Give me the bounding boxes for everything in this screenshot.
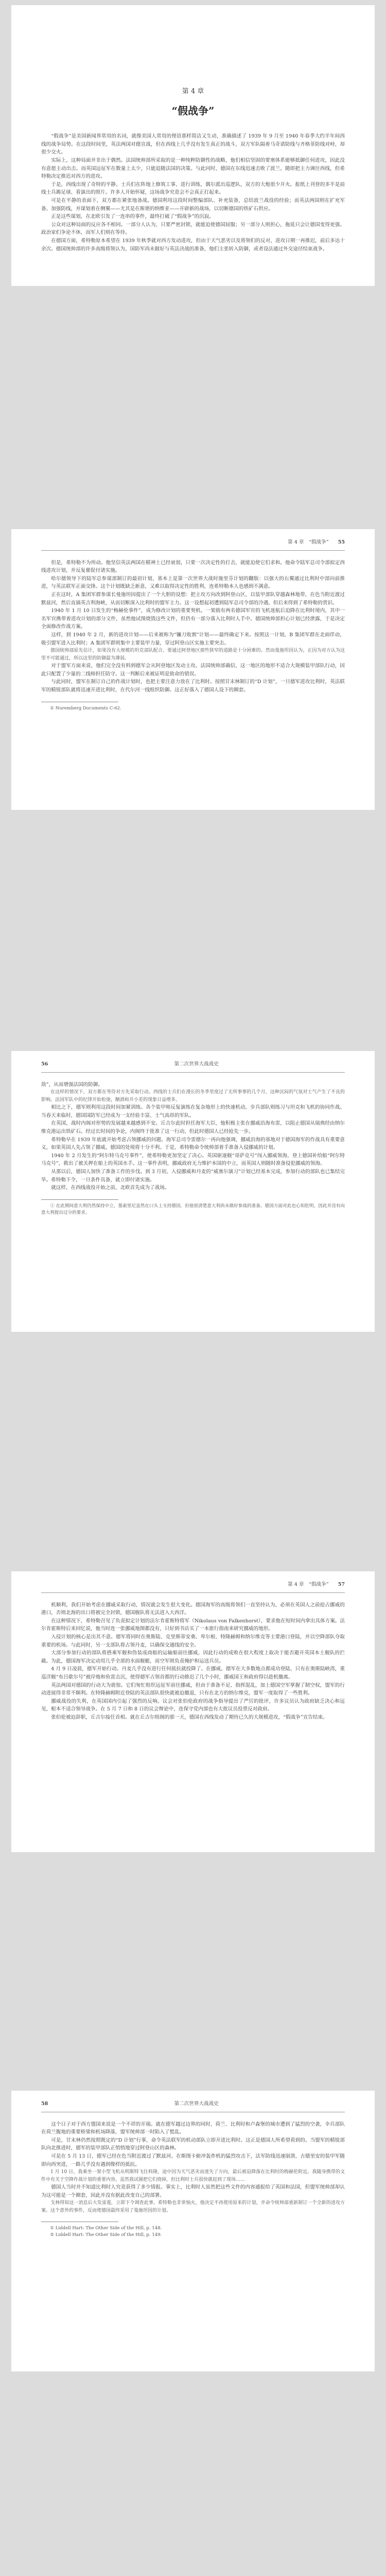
paragraph: 1940 年 1 月 10 日发生的“梅赫伦事件”，成为修改计划的重要契机。一架载有两名德国军官的飞机迷航后迫降在比利时境内，其中一名军官携带着进攻计划的部分文件，虽然他试图烧毁这些文件，但仍有一部分落入比利时人手中。德国统帅部担心计划已经泄露，于是决定全面修改作战方案。 [41,608,345,630]
paragraph: 挪威战役的失利，在英国国内引起了强烈的反响。议会对张伯伦政府的战争指导提出了严厉的批评，许多议员认为政府缺乏决心和远见，根本不适合领导战争。在 5 月 7 日和 8 日的议会辩论中，连保守党内部也有大批议员投票反对政府。 [41,1698,345,1713]
paragraph: 在德国方面，希特勒原本希望在 1939 年秋季就对西方发动进攻，但由于天气恶劣以及将领们的反对，进攻日期一再推迟，前后多达十余次。德国统帅部的许多高级将领认为，国防军尚未做好与英法决战的准备，他们主张转入防御，或者设法通过外交途径结束战争。 [41,238,345,252]
paragraph: 在这种情况下，希特勒召见了负责拟定计划的法尔肯霍斯特将军（Nikolaus von Falkenhorst），要求他在短时间内拿出具体方案。法尔肯霍斯特后来回忆说，他当时连一张挪威地图都没有，只好到书店买了一本旅行指南来研究挪威的地形。 [41,1618,345,1632]
block-quote: 1 月 10 日，我乘坐一架小型飞机从明斯特飞往科隆，途中因为天气恶劣而迷失了方向，最后被迫降落在比利时的梅赫伦附近。我随身携带的文件中有关于空降作战计划的重要内容，虽然我试图把它们烧掉，但比利时士兵很快就赶到了现场…… [41,2170,345,2182]
footnote: ① Liddell Hart: The Other Side of the Hill, p. 148. [50,2226,162,2231]
page-number: 57 [338,1582,345,1587]
paragraph: 但是，希特勒不为所动。他坚信英法两国在精神上已经衰弱，只要一次决定性的打击，就能迫使它们求和。他命令陆军总司令部拟定西线进攻计划，并反复催促付诸实施。 [41,560,345,574]
book-page-4 [11,1571,375,1852]
paragraph: 与此同时，盟军在制订自己的作战计划时，也把主要注意力放在了比利时。按照甘末林制订的“D 计划”，一旦德军进攻比利时，英法联军的精锐部队就将迅速开进比利时，在代尔河一线组织防御。这正好落入了德国人设下的圈套。 [41,679,345,693]
book-page-5 [11,2091,375,2371]
block-quote: 德国统帅部原先估计，如果没有大规模的坦克部队配合，要通过阿登地区那些狭窄的道路是十分困难的。然而曼施坦因认为，正因为对方认为这里不可能通过，所以这里的防御最为薄弱。 [41,648,345,661]
book-page-3 [11,1051,375,1332]
paragraph: 正是这些谋划，在北欧引发了一连串的事件，最终打破了“假战争”的沉寂。 [51,214,214,220]
running-head [41,529,345,551]
paragraph: 在英国，战时内阁对形势的发展越来越感到不安。丘吉尔此时担任海军大臣，他积极主张在挪威沿海布雷，以阻止德国从瑞典经由纳尔维克港运出铁矿石。经过长时间的争论，内阁终于批准了这一行动，但此时德国人已经抢先一步。 [41,1121,345,1134]
paragraph: 这个日子对于西方盟国来说是一个不祥的开端。就在德军越过边界的同时，荷兰、比利时和卢森堡的城市遭到了猛烈的空袭，伞兵部队在荷兰腹地的重要桥梁和机场降落，盟军统帅部一时陷入了慌乱。 [41,2121,345,2136]
running-head [41,1051,345,1073]
running-head [41,1571,345,1593]
paragraph: 从那以后，德国人加快了准备工作的步伐。到 3 月初，入侵挪威和丹麦的“威塞尔演习”计划已经基本完成，参加行动的部队也已集结完毕。希特勒下令，一旦条件具备，就立即付诸实施。 [41,1168,345,1183]
running-head-book: 第二次世界大战战史 [174,1061,219,1067]
page-number: 55 [338,539,345,545]
paragraph: 英法两国对德国的行动大为震惊。它们匆忙组织远征军前往挪威，但由于准备不足、指挥混乱，加上德国空军掌握了制空权，盟军的行动进展得非常不顺利。在特隆赫姆附近登陆的英法部队很快就被迫撤退，只有在北方的纳尔维克，盟军一度取得了一些胜利。 [41,1682,345,1697]
block-quote: 戈林得知这一消息后大发雷霆，立即下令调查此事。希特勒也非常恼火，他决定不再使用原来的计划，并命令统帅部重新制订一个全新的进攻方案。这个意外的事件，反而使德国最终采用了曼施坦因的计划。 [41,2200,345,2213]
book-page-1 [11,5,375,286]
paragraph: 对于盟军方面来说，他们完全没有料到德军会从阿登地区发动主攻。法国统帅部确信，这一地区的地形不适合大规模装甲部队行动，因此只配置了少量的二线师担任防守。这一判断后来被证明是致命的错误。 [41,663,345,677]
paragraph: 可是，甘末林仍然按照既定的“D 计划”行事，命令英法联军的机动部队立即开进比利时。这正是德国人所希望看到的。当盟军的精锐部队向北推进时，德军的装甲部队正悄悄地穿过阿登山区的森林。 [41,2137,345,2151]
paragraph: 哈尔德领导下的陆军总参谋部制订的最初计划，基本上是第一次世界大战时施里芬计划的翻版：以强大的右翼通过比利时中部向前推进，与英法联军正面交锋。这个计划既缺乏新意，又难以取得决定性的胜利，连希特勒本人也感到不满意。 [41,575,345,590]
paragraph: 机顺利，我们开始考虑在挪威采取行动，情况就会发生很大变化。德国海军的高级将领们一直坚持认为，必须在英国人之前抢占挪威的港口，否则北海的出口将被完全封锁，德国舰队将无法进入大西洋。 [41,1602,345,1616]
paragraph: 这样，到 1940 年 2 月，新的进攻计划——后来被称为“镰刀收割”计划——最终确定下来。按照这一计划，B 集团军群在北面佯动，吸引盟军进入比利时；A 集团军群则集中主要装甲力量，穿过阿登山区实施主要突击。 [41,632,345,646]
book-page-2 [11,529,375,810]
chapter-number: 第 4 章 [182,88,204,95]
paragraph: 可是在平静的表面下，双方都在紧张地备战。德国利用这段时间整编部队、补充装备，总结波兰战役的经验；而英法两国则在扩充军备、加强防线，并谋划着在侧翼——尤其是在斯堪的纳维亚——开辟新的战场，以切断德国的铁矿石供应。 [41,197,345,212]
running-head-book: 第二次世界大战战史 [174,2101,219,2107]
page-number: 58 [41,2101,48,2107]
footnote: ① Nuremberg Documents C-62. [50,705,121,711]
running-head-chapter: 第 4 章 “假战争” [288,539,329,545]
footnote: ① 在此期间意大利仍然保持中立，墨索里尼虽然在口头上支持德国，但他很清楚意大利尚未做好参战的准备。德国方面对此也心知肚明，因此并没有向意大利提出过分的要求。 [41,1203,345,1215]
paragraph: 相比之下，德军则利用这段时间加紧训练。各个装甲师反复演练在复杂地形上的快速机动，步兵部队则练习与坦克和飞机的协同作战。当春天来临时，德国国防军已经成为一支经验丰富、士气高昂的军队。 [41,1105,345,1118]
paragraph: 入侵计划的核心是出其不意。德军将同时在奥斯陆、克里斯蒂安桑、卑尔根、特隆赫姆和纳尔维克等主要港口登陆，并以空降部队夺取重要的机场。与此同时，另一支部队将占领丹麦，以确保交通线的安全。 [41,1634,345,1648]
paragraph: 实际上，这种局面并非出于偶然。法国统帅部所采取的是一种纯粹防御性的战略，他们相信坚固的要塞体系能够抵御任何进攻，因此没有意愿主动出击。而英国远征军在数量上太少，只能追随法国的决策。与此同时，德国在东线迅速击败了波兰，随即把主力调往西线，但希特勒决定推迟对西方的进攻。 [41,157,345,180]
paragraph: 于是，西线出现了奇特的平静。士兵们在阵地上修筑工事、进行训练，偶尔派出巡逻队，双方的大炮很少开火。报纸上刊登的多半是前线士兵踢足球、看演出的照片。许多人开始怀疑，这场战争究竟会不会真正打起来。 [41,181,345,196]
paragraph: “假战争”是美国新闻界常用的名词，就像美国人常用的俚语那样简洁又生动，准确描述了 1939 年 9 月至 1940 年春季大约半年间西线的战争局势。在这段时间里，英法两国对德宣战，但在西线上几乎没有发生真正的战斗，双方军队隔着马奇诺防线与齐格菲防线对峙，却很少交火。 [41,133,345,156]
paragraph: 希特勒早在 1939 年底就开始考虑占领挪威的问题。海军总司令雷德尔一再向他强调，挪威沿海的基地对于德国海军的作战具有重要意义，如果英国人先占领了挪威，德国的处境将十分不利。于是，希特勒命令统帅部着手准备入侵挪威的计划。 [41,1137,345,1151]
paragraph: 张伯伦被迫辞职，丘吉尔接任首相。就在丘吉尔组阁的那一天，德国在西线发动了期待已久的大规模进攻，“假战争”宣告结束。 [51,1714,328,1720]
running-head [41,2091,345,2112]
paragraph: 可是在 5 月 13 日，德军已经在色当附近渡过了默兹河。在斯图卡俯冲轰炸机的猛烈攻击下，法军防线迅速崩溃，古德里安的装甲军随即向西突进，一路几乎没有遇到像样的抵抗。 [41,2153,345,2167]
paragraph: 正在这时，A 集团军群参谋长曼施坦因提出了一个大胆的设想：把主攻方向改到阿登山区，以装甲部队穿越森林地带，在色当附近渡过默兹河，然后直插英吉利海峡，从而切断深入比利时的盟军主力。这一设想起初遭到陆军总司令部的冷遇，但后来得到了希特勒的赏识。 [41,591,345,606]
paragraph: 德国人当时并不知道比利时人究竟获得了多少情报。事实上，比利时人虽然把这些文件的内容通报给了英国和法国，但盟军统帅部却认为这可能是一个圈套，因此并没有据此改变自己的部署。 [41,2184,345,2198]
paragraph: 4 月 9 日凌晨，德军开始行动。丹麦几乎没有进行任何抵抗就投降了。在挪威，德军在大多数地点都成功登陆，只有在奥斯陆峡湾，重巡洋舰“布吕歇尔号”被岸炮和鱼雷击沉，使得德军占领首都的行动推迟了几个小时，挪威国王和政府得以趁机撤离。 [41,1666,345,1680]
page-number: 56 [41,1061,48,1067]
footnote-rule [41,1199,118,1200]
footnote: ② Liddell Hart: The Other Side of the Hill, p. 149. [50,2232,162,2238]
paragraph: 就这样，在西线战役开始之前，北欧首先成为了战场。 [51,1185,170,1191]
paragraph: 公众对这种局面的反应各不相同。一部分人认为，只要严密封锁，就能迫使德国屈服；另一部分人则担心，拖延只会让德国变得更强。政治家们争论不休，而军人们则在等待。 [41,222,345,236]
paragraph: 大部分参加行动的部队将搭乘军舰和伪装成商船的运输船前往挪威，因此行动的成败在很大程度上取决于能否避开英国本土舰队的拦截。为此，德国海军决定动用几乎全部的水面舰艇，而空军则负责掩护和运送兵员。 [41,1650,345,1664]
paragraph: 敌”，从而增强法国的防御。 [41,1081,103,1088]
chapter-title: “假战争” [171,104,215,117]
block-quote: 在这样的情况下，双方都在等待对方先采取行动。西线的士兵们在漫长的冬季里度过了无所事事的几个月，这种沉闷的气氛对士气产生了不良的影响。法国军队中的纪律开始松弛，酗酒和开小差的现象日益增多。 [41,1090,345,1103]
running-head-chapter: 第 4 章 “假战争” [288,1582,329,1587]
paragraph: 1940 年 2 月发生的“阿尔特马克号事件”，使希特勒更加坚定了决心。英国驱逐舰“哥萨克号”闯入挪威领海，登上德国补给船“阿尔特马克号”，救出了被关押在船上的英国水手。这一事件表明，挪威政府无力维护本国的中立，而英国人则随时准备侵犯挪威的领海。 [41,1153,345,1167]
